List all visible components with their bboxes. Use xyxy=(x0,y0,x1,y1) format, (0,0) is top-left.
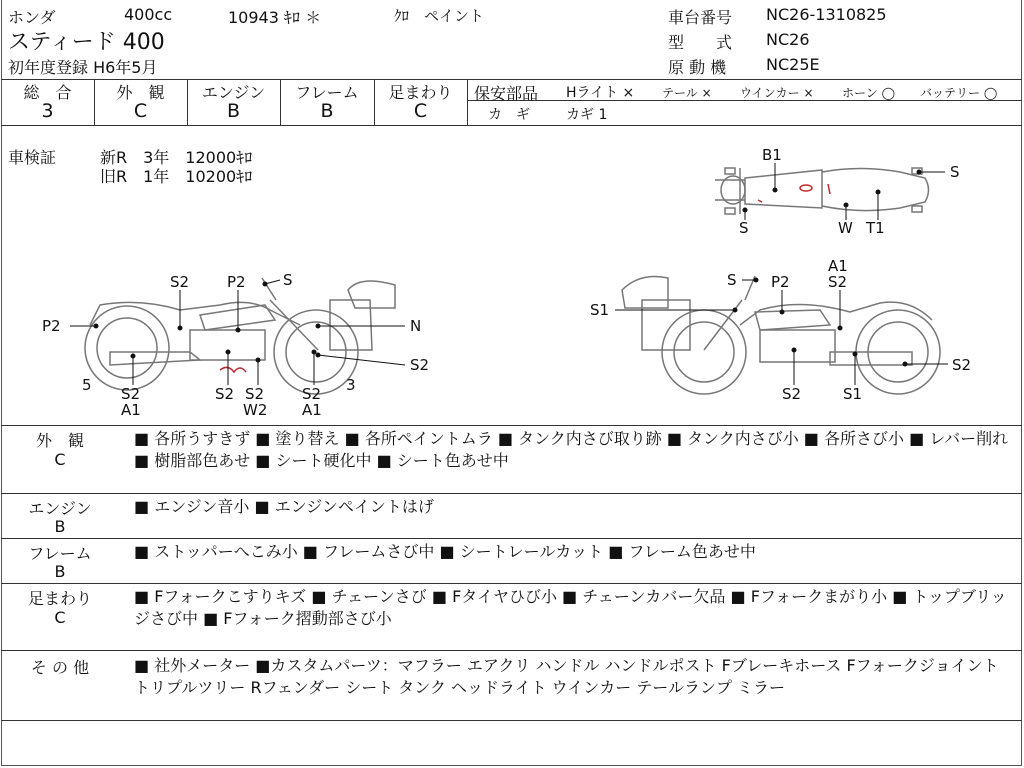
safety-label: 保安部品 xyxy=(474,84,539,103)
detail-label-engine: エンジン xyxy=(28,499,92,518)
right-view-bike xyxy=(622,276,940,394)
battery-status: バッテリー ◯ xyxy=(920,86,998,100)
detail-grade-exterior: C xyxy=(54,450,66,469)
detail-grade-frame: B xyxy=(54,562,66,581)
top-label-T1: T1 xyxy=(866,219,885,237)
left-label-P2-left: P2 xyxy=(42,317,61,335)
right-label-S2-top: S2 xyxy=(828,273,848,291)
detail-text-other: ■ 社外メーター ■カスタムパーツ：マフラー エアクリ ハンドル ハンドルポスト Fブレーキホース Fフォークジョイント トリプルツリー Rフェンダー シート タンク ヘッドライト ウインカー テールランプ ミラー xyxy=(134,656,999,697)
right-label-A1-top: A1 xyxy=(828,257,848,275)
left-label-S2-d: S2 xyxy=(302,385,322,403)
displacement: 400cc xyxy=(124,5,173,24)
detail-label-other: そ の 他 xyxy=(30,658,90,677)
bike-diagram xyxy=(0,125,1024,425)
grid-line xyxy=(467,79,468,125)
detail-label-exterior: 外 観 xyxy=(35,431,84,450)
taillight-status: テール × xyxy=(662,86,712,100)
overall-label: 総 合 xyxy=(23,83,72,102)
key-label: カ ギ xyxy=(488,107,530,123)
color: ｸﾛ ペイント xyxy=(394,7,485,25)
winker-status: ウインカー × xyxy=(740,86,814,100)
maker: ホンダ xyxy=(8,8,56,27)
model-name: スティード 400 xyxy=(8,30,165,55)
right-label-S1-bottom: S1 xyxy=(843,385,863,403)
inspection-label: 車検証 xyxy=(8,148,57,167)
frame-label: フレーム xyxy=(295,83,359,102)
left-label-S2-b: S2 xyxy=(215,385,235,403)
first-registration: 初年度登録 H6年5月 xyxy=(8,58,158,77)
grid-line xyxy=(1,493,1022,494)
detail-text-frame: ■ ストッパーへこみ小 ■ フレームさび中 ■ シートレールカット ■ フレーム色あせ中 xyxy=(134,542,756,561)
top-view-bike xyxy=(715,168,929,214)
left-label-3: 3 xyxy=(346,376,356,394)
grid-line xyxy=(1,538,1022,539)
engine-label: エンジン xyxy=(201,83,266,102)
grid-line xyxy=(1,650,1022,651)
detail-text-engine: ■ エンジン音小 ■ エンジンペイントはげ xyxy=(134,497,434,516)
left-label-S2-top: S2 xyxy=(170,273,190,291)
left-label-A1-d: A1 xyxy=(302,401,322,419)
frame-score: B xyxy=(320,100,334,122)
left-label-P2-top: P2 xyxy=(227,273,246,291)
right-label-S1-left: S1 xyxy=(590,301,610,319)
horn-status: ホーン ◯ xyxy=(842,86,896,100)
inspection-old: 旧R 1年 10200ｷﾛ xyxy=(100,167,253,186)
left-label-S2-right: S2 xyxy=(410,356,430,374)
mileage: 10943 ｷﾛ ＊ xyxy=(228,8,322,27)
exterior-label: 外 観 xyxy=(116,83,165,102)
detail-text-suspension: ■ Fフォークこすりキズ ■ チェーンさび ■ Fタイヤひび小 ■ チェーンカバー欠品 ■ Fフォークまがり小 ■ トップブリッジさび中 ■ Fフォーク摺動部さび小 xyxy=(134,587,1007,628)
left-label-S2-a: S2 xyxy=(121,385,141,403)
right-label-S-top: S xyxy=(727,271,737,289)
left-label-N: N xyxy=(410,317,422,335)
headlight-status: Hライト × xyxy=(566,85,635,101)
engine-score: B xyxy=(226,100,241,122)
left-label-S-top: S xyxy=(283,271,293,289)
right-label-S2-bottom: S2 xyxy=(782,385,802,403)
left-label-W2: W2 xyxy=(243,401,268,419)
detail-label-frame: フレーム xyxy=(28,544,92,563)
inspection-new: 新R 3年 12000ｷﾛ xyxy=(100,148,253,167)
detail-grade-suspension: C xyxy=(54,608,66,627)
detail-label-suspension: 足まわり xyxy=(27,589,92,608)
left-label-S2-c: S2 xyxy=(245,385,265,403)
top-label-S-right: S xyxy=(950,163,960,181)
top-label-B1: B1 xyxy=(762,146,782,164)
frame-no-label: 車台番号 xyxy=(668,8,733,27)
right-label-P2-top: P2 xyxy=(771,273,790,291)
detail-text-exterior: ■ 各所うすきず ■ 塗り替え ■ 各所ペイントムラ ■ タンク内さび取り跡 ■ タンク内さび小 ■ 各所さび小 ■ レバー削れ ■ 樹脂部色あせ ■ シート硬化中 ■ シート色あせ中 xyxy=(134,429,1009,470)
grid-line xyxy=(1,583,1022,584)
engine-model: NC25E xyxy=(766,55,820,74)
grid-line xyxy=(1,720,1022,721)
type-value: NC26 xyxy=(766,30,810,49)
suspension-score: C xyxy=(413,100,428,122)
suspension-label: 足まわり xyxy=(388,83,453,102)
left-label-A1-a: A1 xyxy=(121,401,141,419)
key-value: カギ 1 xyxy=(566,107,608,123)
frame-no: NC26-1310825 xyxy=(766,5,887,24)
exterior-score: C xyxy=(133,100,148,122)
right-label-S2-right: S2 xyxy=(952,356,972,374)
overall-score: 3 xyxy=(41,100,54,122)
grid-line xyxy=(1,425,1022,426)
engine-model-label: 原 動 機 xyxy=(668,58,727,77)
detail-grade-engine: B xyxy=(54,517,66,536)
top-label-S-bottom: S xyxy=(739,219,749,237)
type-label: 型 式 xyxy=(668,33,733,52)
left-label-5: 5 xyxy=(82,376,92,394)
top-label-W: W xyxy=(838,219,853,237)
